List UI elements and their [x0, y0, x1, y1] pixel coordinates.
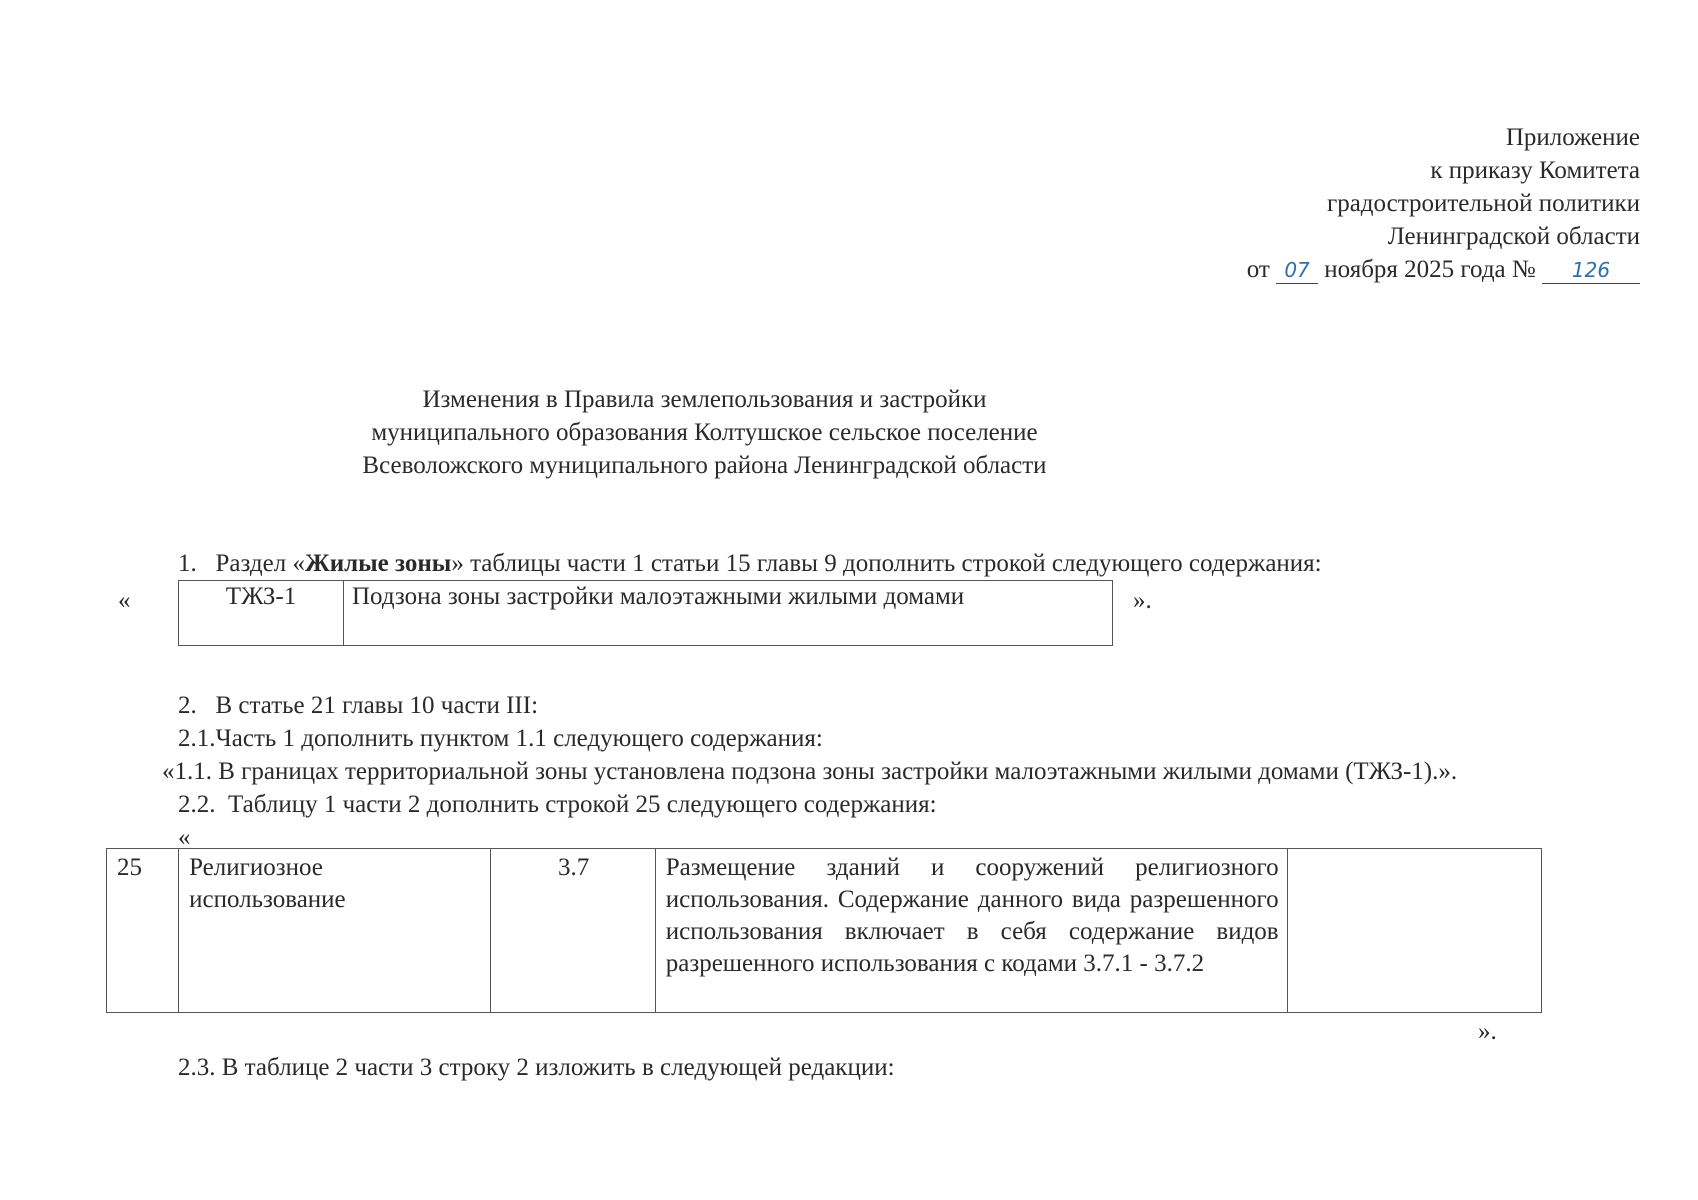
quote-close-2: ». [1478, 1018, 1497, 1045]
quote-close-1: ». [1133, 587, 1152, 614]
table-row [179, 581, 1113, 646]
document-title-line2: муниципального образования Колтушское сельское поселение [371, 419, 1038, 446]
extra-cell [1287, 849, 1541, 1013]
date-middle: ноября 2025 года № [1324, 256, 1536, 283]
use-code-cell: 3.7 [490, 849, 655, 1013]
item-2-2-text: 2.2. Таблицу 1 части 2 дополнить строкой 25 следующего содержания: [178, 791, 937, 818]
item-2-1-quote: «1.1. В границах территориальной зоны установлена подзона зоны застройки малоэтажными жилыми домами (ТЖЗ-1).». [162, 758, 1458, 785]
date-day-field: 07 [1276, 257, 1318, 284]
item-1-text-before: Раздел « [215, 550, 305, 577]
zones-table [178, 580, 1113, 646]
item-1-number: 1. [178, 550, 197, 577]
quote-open-1: « [118, 587, 131, 614]
appendix-committee-line: градостроительной политики [1326, 190, 1640, 217]
zone-code-cell: ТЖЗ-1 [179, 581, 344, 646]
table-row [107, 849, 1542, 1013]
item-1-text-after: » таблицы части 1 статьи 15 главы 9 дополнить строкой следующего содержания: [451, 550, 1322, 577]
appendix-title: Приложение [1505, 124, 1640, 151]
item-1-text [178, 548, 1322, 580]
zone-name-cell: Подзона зоны застройки малоэтажными жилыми домами [344, 581, 1113, 646]
item-1-bold: Жилые зоны [304, 550, 452, 577]
use-description-cell: Размещение зданий и сооружений религиозного использования. Содержание данного вида разрешенного использования включает в себя содержание видов разрешенного использования с кодами 3.7.1 - 3.7.2 [655, 849, 1287, 1013]
row-number-cell: 25 [107, 849, 179, 1013]
use-name-cell: Религиозное использование [179, 849, 490, 1013]
order-number-field: 126 [1542, 257, 1640, 284]
date-prefix: от [1246, 256, 1270, 283]
permitted-use-table [106, 848, 1542, 1013]
item-2-text: 2. В статье 21 главы 10 части III: [178, 692, 539, 719]
document-title-line1: Изменения в Правила землепользования и застройки [422, 386, 987, 413]
appendix-region-line: Ленинградской области [1387, 223, 1640, 250]
quote-open-2: « [178, 824, 191, 851]
document-title-line3: Всеволожского муниципального района Ленинградской области [362, 452, 1047, 479]
item-2-3-text: 2.3. В таблице 2 части 3 строку 2 изложить в следующей редакции: [178, 1054, 895, 1081]
appendix-order-line: к приказу Комитета [1430, 157, 1640, 184]
appendix-date-line [1247, 254, 1640, 286]
item-2-1-text: 2.1.Часть 1 дополнить пунктом 1.1 следующего содержания: [178, 725, 823, 752]
